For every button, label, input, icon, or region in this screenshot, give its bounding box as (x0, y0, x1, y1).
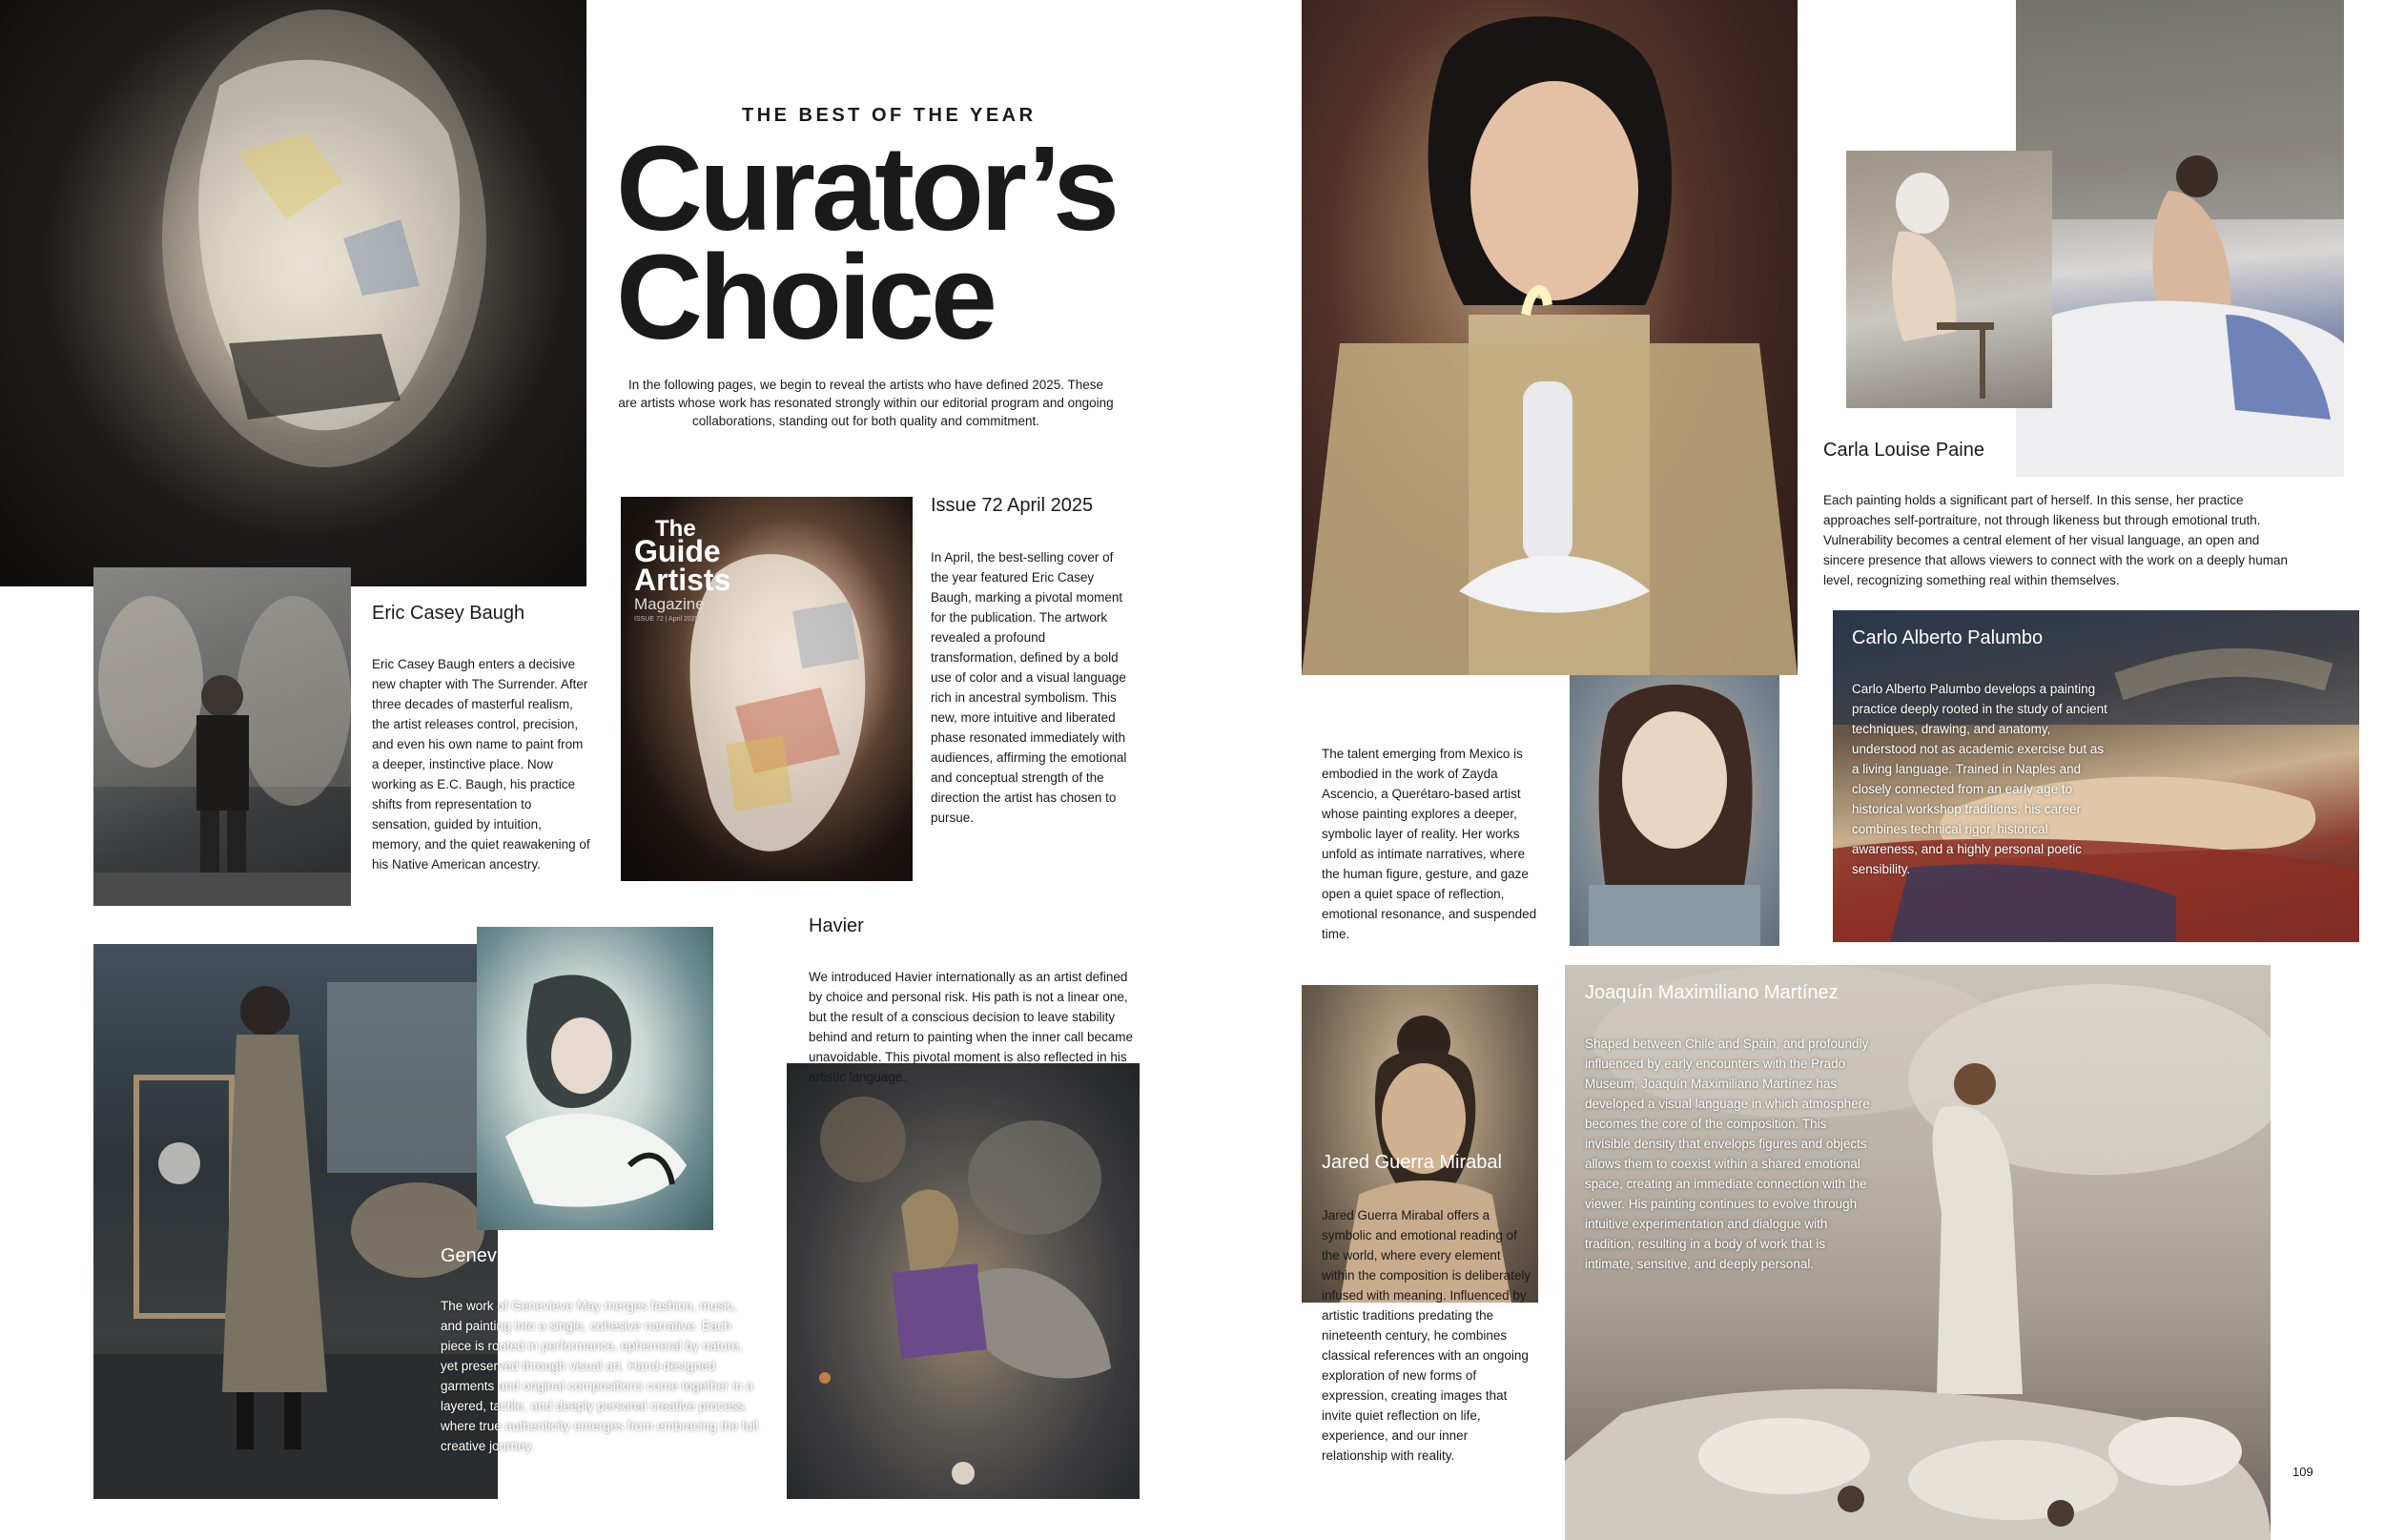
genevieve-may-description: The work of Genevieve May merges fashion, music, and painting into a single, cohesive narrative. Each piece is rooted in performance, ephemeral by nature, yet preserved through visual art. Hand-designed garments and original compositions come together in a layered, tactile, and deeply personal creative process, where true authenticity emerges from embracing the full creative journey. (441, 1299, 759, 1453)
issue-heading: Issue 72 April 2025 (931, 495, 1094, 516)
cover-title-magazine: Magazine (634, 595, 705, 613)
carlo-alberto-palumbo-name: Carlo Alberto Palumbo (1852, 627, 2044, 648)
genevieve-may-name: Genevieve May (441, 1245, 573, 1266)
page-title-line-1: Curator’s (616, 121, 1117, 256)
eric-baugh-description: Eric Casey Baugh enters a decisive new chapter with The Surrender. After three decades of masterful realism, the artist releases control, precision, and even his own name to paint from a deeper, instinctive place. Now working as E.C. Baugh, his practice shifts from representation to sensation, guided by intuition, memory, and the quiet reawakening of his Native American ancestry. (372, 657, 590, 872)
page-number: 109 (2292, 1465, 2313, 1479)
zayda-ascencio-description: The talent emerging from Mexico is embodied in the work of Zayda Ascencio, a Querétaro-based artist whose painting explores a deeper, symbolic layer of reality. Her works unfold as intimate narratives, where the human figure, gesture, and gaze open a quiet space of reflection, emotional resonance, and suspended time. (1322, 747, 1537, 941)
genevieve-may-swan-painting (477, 927, 713, 1230)
eric-baugh-painted-face-artwork (0, 0, 586, 586)
eric-baugh-name: Eric Casey Baugh (372, 603, 525, 624)
zayda-ascencio-name: Zayda Ascencio (1322, 689, 1457, 710)
havier-painting (787, 1063, 1140, 1499)
zayda-ascencio-portrait-girl (1570, 675, 1779, 946)
cover-title-guide: Guide (634, 534, 721, 568)
genevieve-may-photo (93, 944, 498, 1499)
zayda-ascencio-candle-painting (1302, 0, 1798, 675)
intro-text: In the following pages, we begin to reveal the artists who have defined 2025. These are artists whose work has resonated strongly within our editorial program and ongoing collaborations, standing out for both quality and commitment. (618, 378, 1114, 428)
page-title-line-2: Choice (616, 230, 995, 364)
carla-louise-paine-painting-small (1846, 151, 2052, 408)
havier-name: Havier (809, 915, 864, 936)
issue-description: In April, the best-selling cover of the year featured Eric Casey Baugh, marking a pivotal moment for the publication. The artwork revealed a profound transformation, defined by a bold use of color and a visual language rich in ancestral symbolism. This new, more intuitive and liberated phase resonated immediately with audiences, affirming the emotional and conceptual strength of the direction the artist has chosen to pursue. (931, 550, 1127, 825)
havier-description: We introduced Havier internationally as an artist defined by choice and personal risk. His path is not a linear one, but the result of a conscious decision to leave stability behind and return to painting when the inner call became unavoidable. This pivotal moment is also reflected in his artistic language. (809, 970, 1133, 1084)
section-kicker: THE BEST OF THE YEAR (742, 105, 1037, 126)
joaquin-maximiliano-martinez-description: Shaped between Chile and Spain, and profoundly influenced by early encounters with the Prado Museum, Joaquín Maximiliano Martínez has developed a visual language in which atmosphere becomes the core of the composition. This invisible density that envelops figures and objects allows them to coexist within a shared emotional space, creating an immediate connection with the viewer. His painting continues to evolve through intuitive experimentation and dialogue with tradition, resulting in a body of work that is intimate, sensitive, and deeply personal. (1585, 1037, 1870, 1271)
magazine-cover-issue-72 (621, 497, 913, 881)
carlo-alberto-palumbo-description: Carlo Alberto Palumbo develops a painting practice deeply rooted in the study of ancient techniques, drawing, and anatomy, understood not as academic exercise but as a living language. Trained in Naples and closely connected from an early age to historical workshop traditions, his career combines technical rigor, historical awareness, and a highly personal poetic sensibility. (1852, 682, 2107, 876)
carla-louise-paine-name: Carla Louise Paine (1823, 440, 1984, 461)
cover-issue-line: ISSUE 72 | April 2025 (634, 616, 699, 623)
carla-louise-paine-painting-large (2016, 0, 2344, 477)
joaquin-maximiliano-martinez-name: Joaquín Maximiliano Martínez (1585, 982, 1839, 1003)
carla-louise-paine-description: Each painting holds a significant part of herself. In this sense, her practice approaches self-portraiture, not through likeness but through emotional truth. Vulnerability becomes a central element of her visual language, an open and sincere presence that allows viewers to connect with the work on a deeply human level, recognizing something real within themselves. (1823, 493, 2289, 587)
jared-guerra-mirabal-description: Jared Guerra Mirabal offers a symbolic and emotional reading of the world, where every element within the composition is deliberately infused with meaning. Influenced by artistic traditions predating the nineteenth century, he combines classical references with an ongoing exploration of new forms of expression, creating images that invite quiet reflection on life, experience, and our inner relationship with reality. (1322, 1208, 1531, 1463)
cover-title-artists: Artists (634, 563, 731, 597)
jared-guerra-mirabal-name: Jared Guerra Mirabal (1322, 1152, 1502, 1173)
eric-baugh-studio-photo (93, 567, 351, 906)
cover-title-the: The (655, 516, 696, 542)
